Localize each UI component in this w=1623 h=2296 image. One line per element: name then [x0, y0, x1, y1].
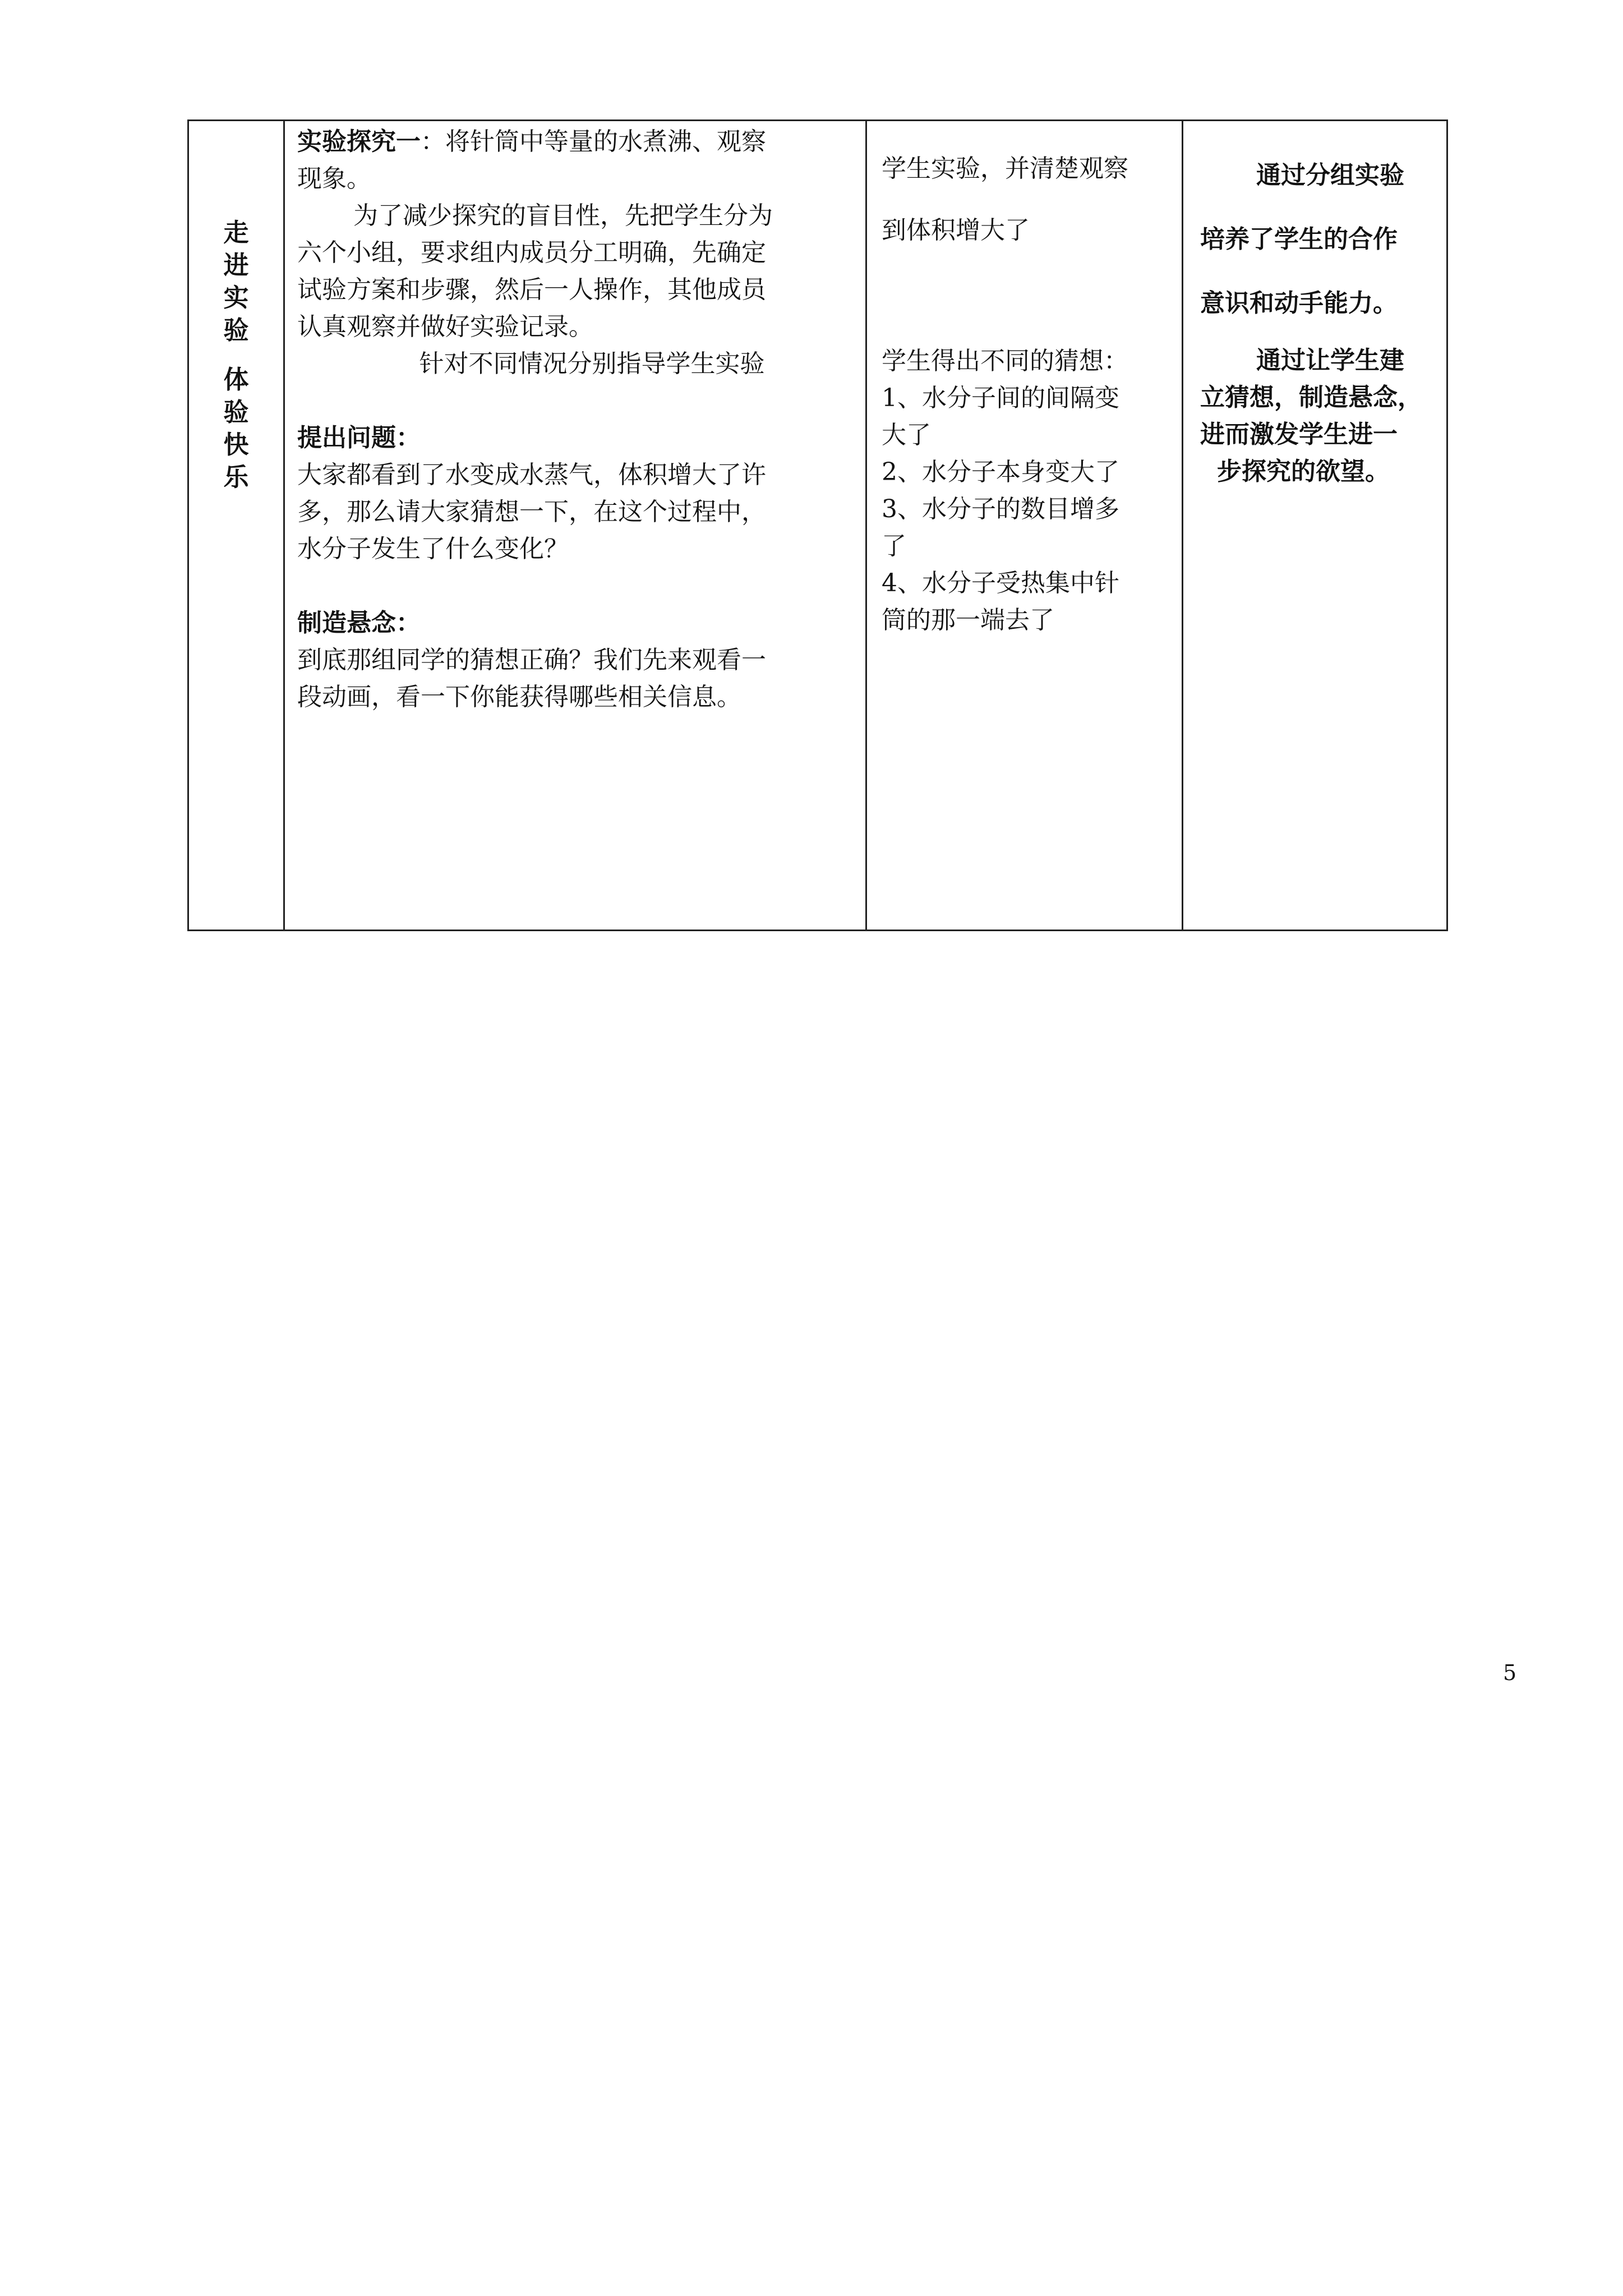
grouping-text: 六个小组，要求组内成员分工明确，先确定 [297, 238, 766, 267]
stage-char: 走 [223, 218, 249, 247]
intent-line: 进而激发学生进一 [1200, 420, 1398, 449]
intent-line: 通过分组实验 [1256, 161, 1404, 190]
stage-char: 快 [223, 430, 249, 459]
suspense-text: 段动画，看一下你能获得哪些相关信息。 [297, 683, 741, 711]
stage-label [189, 217, 283, 494]
teacher-activity-cell [285, 121, 865, 930]
intent-line: 培养了学生的合作 [1200, 225, 1398, 254]
stage-char: 体 [223, 365, 249, 394]
intent-line: 意识和动手能力。 [1200, 289, 1398, 318]
guess-line: 大了 [882, 421, 931, 449]
grouping-text: 试验方案和步骤，然后一人操作，其他成员 [297, 275, 766, 304]
student-activity-cell [867, 121, 1182, 930]
guess-line: 了 [882, 532, 906, 560]
stage-char: 进 [223, 250, 249, 280]
design-intent-cell [1183, 121, 1448, 930]
grouping-text: 认真观察并做好实验记录。 [297, 312, 593, 341]
guess-line: 2、水分子本身变大了 [882, 458, 1119, 486]
guess-line: 4、水分子受热集中针 [882, 569, 1119, 597]
question-heading: 提出问题： [297, 424, 421, 452]
experiment-label: 实验探究一 [297, 127, 421, 156]
stage-char: 乐 [223, 462, 249, 492]
stage-label-cell [189, 121, 283, 930]
guess-line: 学生得出不同的猜想： [882, 347, 1128, 375]
page-number: 5 [1503, 1660, 1517, 1685]
intent-line: 步探究的欲望。 [1217, 457, 1390, 486]
question-text: 大家都看到了水变成水蒸气，体积增大了许 [297, 461, 766, 489]
guess-line: 3、水分子的数目增多 [882, 495, 1119, 523]
observation-text: 学生实验，并清楚观察 [882, 154, 1128, 183]
lesson-plan-table [187, 119, 1448, 931]
question-text: 多，那么请大家猜想一下，在这个过程中， [297, 498, 766, 526]
guidance-text: 针对不同情况分别指导学生实验 [419, 349, 765, 378]
intent-line: 立猜想，制造悬念， [1200, 383, 1422, 412]
suspense-heading: 制造悬念： [297, 609, 421, 637]
observation-text: 到体积增大了 [882, 216, 1030, 245]
question-text: 水分子发生了什么变化？ [297, 535, 569, 563]
stage-char: 验 [223, 397, 249, 427]
experiment-text: 现象。 [297, 164, 371, 193]
stage-char: 验 [223, 315, 249, 345]
guess-line: 筒的那一端去了 [882, 606, 1054, 634]
experiment-text: ：将针筒中等量的水煮沸、观察 [421, 127, 766, 156]
guess-line: 1、水分子间的间隔变 [882, 384, 1119, 412]
stage-char: 实 [223, 283, 249, 312]
intent-line: 通过让学生建 [1256, 346, 1404, 375]
experiment-intro [297, 123, 853, 160]
suspense-text: 到底那组同学的猜想正确？我们先来观看一 [297, 646, 766, 674]
grouping-text: 为了减少探究的盲目性，先把学生分为 [353, 201, 773, 230]
